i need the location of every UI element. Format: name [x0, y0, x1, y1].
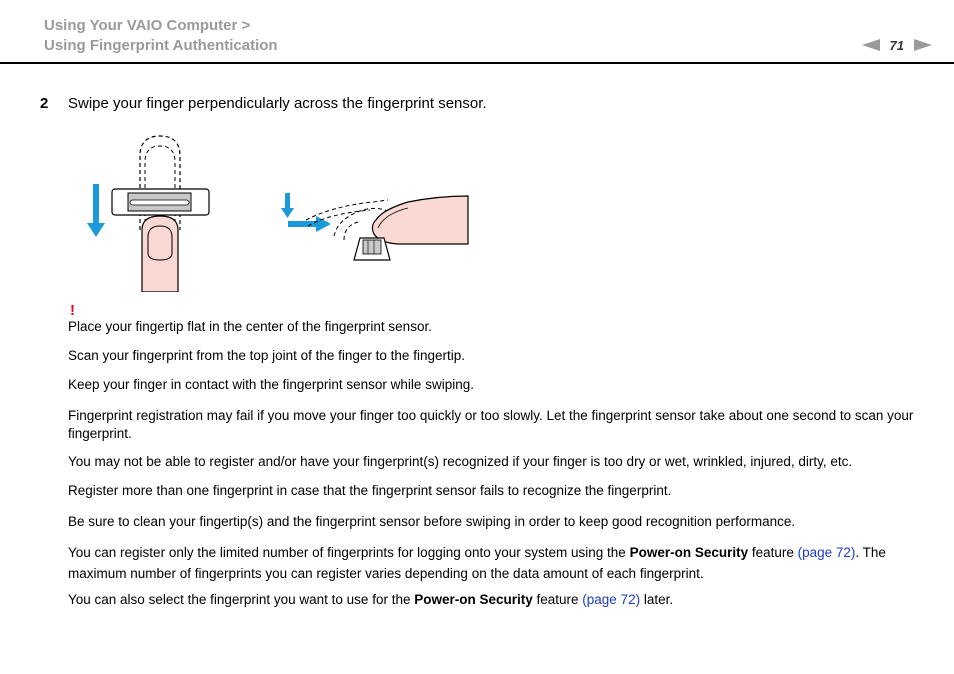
page-72-link[interactable]: (page 72) — [797, 545, 856, 560]
next-page-arrow-icon[interactable] — [914, 39, 932, 51]
fingerprint-swipe-top-view-illustration — [84, 130, 224, 292]
header-divider — [0, 62, 954, 64]
step-number: 2 — [40, 95, 49, 112]
breadcrumb-page[interactable]: Using Fingerprint Authentication — [44, 36, 278, 54]
finger-side-view — [372, 196, 468, 244]
fingerprint-sensor — [112, 189, 209, 215]
header-title — [44, 16, 278, 55]
page-72-link[interactable]: (page 72) — [582, 592, 641, 607]
fingerprint-sensor-side — [354, 238, 390, 260]
step-instruction — [40, 95, 487, 112]
step-text: Swipe your finger perpendicularly across the fingerprint sensor. — [68, 95, 487, 112]
power-on-security-term: Power-on Security — [414, 592, 533, 607]
power-on-security-term: Power-on Security — [629, 545, 749, 560]
note-keep-contact: Keep your finger in contact with the fingerprint sensor while swiping. — [68, 377, 474, 392]
warning-icon: ! — [70, 302, 75, 319]
page-navigation — [862, 36, 932, 54]
note-fingertip-center: Place your fingertip flat in the center of the fingerprint sensor. — [68, 319, 432, 334]
notes-section — [68, 318, 918, 610]
page-number: 71 — [889, 37, 904, 53]
note-select-fingerprint: You can also select the fingerprint you want to use for the Power-on Security feature (page 72) later. — [68, 592, 674, 607]
swipe-down-arrow-icon — [87, 184, 105, 237]
note-register-limit: You can register only the limited number of fingerprints for logging onto your system using the Power-on Security feature (page 72). The maximum number of fingerprints you can register varies depending on the data amount of each fingerprint. — [68, 545, 886, 581]
note-scan-order: Scan your fingerprint from the top joint of the finger to the fingertip. — [68, 347, 465, 363]
note-clean-sensor: Be sure to clean your fingertip(s) and the fingerprint sensor before swiping in order to keep good recognition performance. — [68, 513, 796, 529]
note-register-multiple: Register more than one fingerprint in case that the fingerprint sensor fails to recognize the fingerprint. — [68, 483, 672, 498]
note-swipe-speed: Fingerprint registration may fail if you move your finger too quickly or too slowly. Let the fingerprint sensor take about one second to scan your fingerprint. — [68, 407, 914, 441]
swipe-arrows-icon — [281, 193, 331, 232]
fingerprint-swipe-side-view-illustration — [278, 188, 470, 264]
finger-end-position — [142, 216, 178, 292]
note-finger-condition: You may not be able to register and/or have your fingerprint(s) recognized if your finger is too dry or wet, wrinkled, injured, dirty, etc. — [68, 453, 853, 469]
breadcrumb-section[interactable]: Using Your VAIO Computer > — [44, 17, 251, 34]
prev-page-arrow-icon[interactable] — [862, 39, 880, 51]
